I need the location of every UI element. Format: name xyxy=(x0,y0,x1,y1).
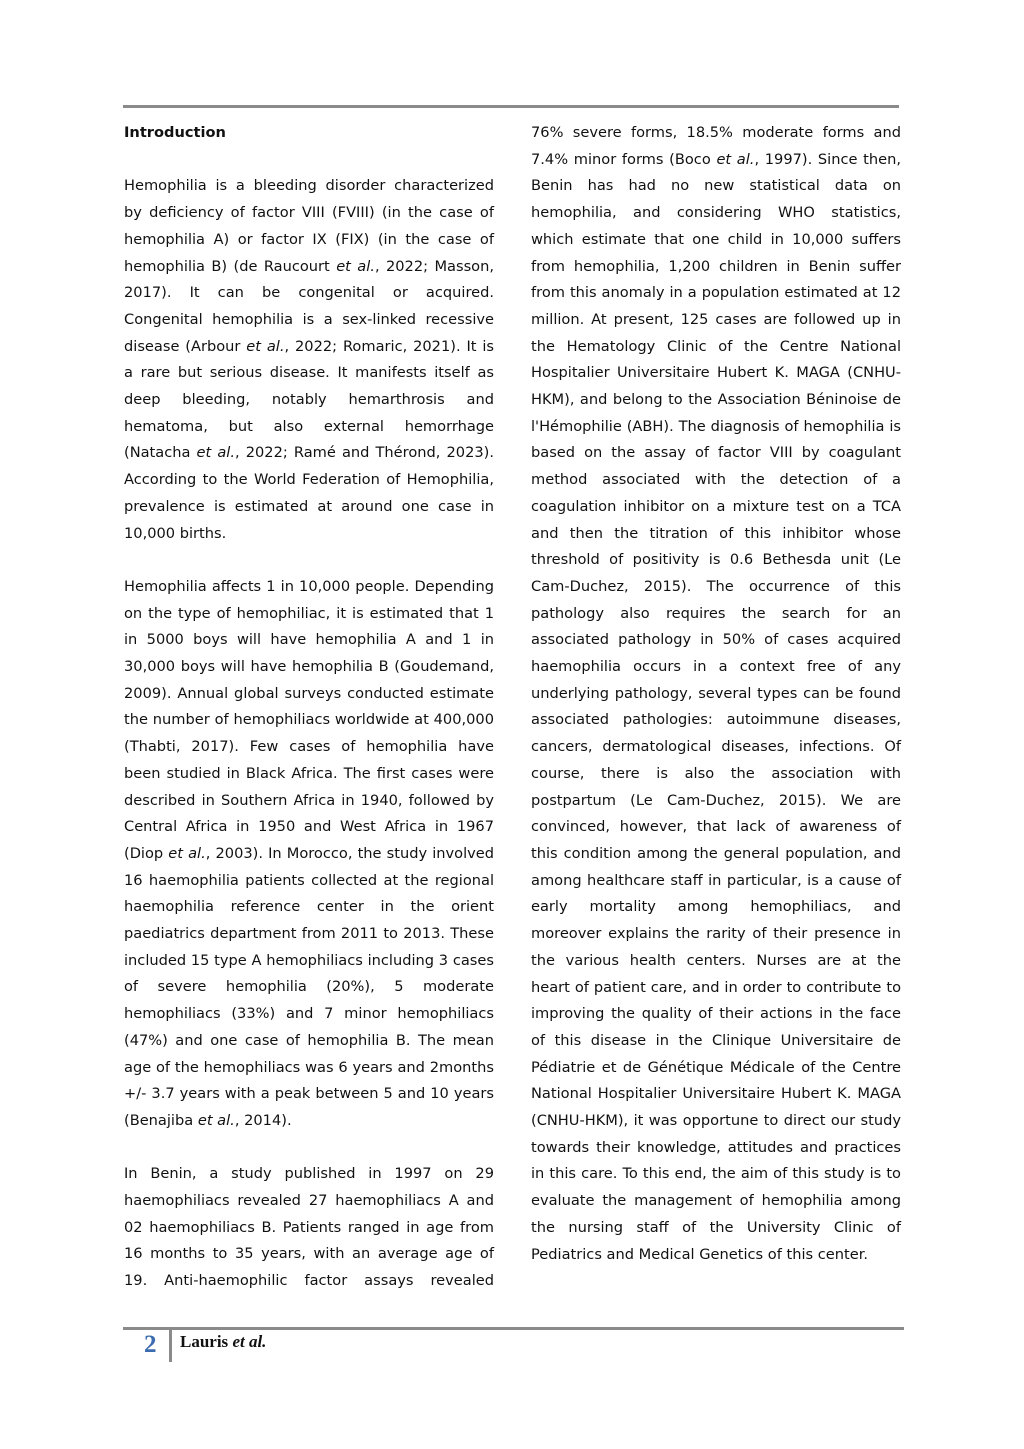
paragraph-left-1: Hemophilia is a bleeding disorder characterized by deficiency of factor VIII (FVIII) (in the case of hemophilia A) or factor IX (FIX) (in the case of hemophilia B) (de Raucourt et al., 2022; Masson, 2017). It can be congenital or acquired. Congenital hemophilia is a sex-linked recessive disease (Arbour et al., 2022; Romaric, 2021). It is a rare but serious disease. It manifests itself as deep bleeding, notably hemarthrosis and hematoma, but also external hemorrhage (Natacha et al., 2022; Ramé and Thérond, 2023). According to the World Federation of Hemophilia, prevalence is estimated at around one case in 10,000 births. xyxy=(124,177,495,542)
citation-et-al: et al. xyxy=(197,1111,235,1129)
citation-et-al: et al. xyxy=(336,257,375,275)
citation-et-al: et al. xyxy=(196,444,235,462)
paragraph-left-2: Hemophilia affects 1 in 10,000 people. Depending on the type of hemophiliac, it is estimated that 1 in 5000 boys will have hemophilia A and 1 in 30,000 boys will have hemophilia B (Goudemand, 2009). Annual global surveys conducted estimate the number of hemophiliacs worldwide at 400,000 (Thabti, 2017). Few cases of hemophilia have been studied in Black Africa. The first cases were described in Southern Africa in 1940, followed by Central Africa in 1950 and West Africa in 1967 (Diop et al., 2003). In Morocco, the study involved 16 haemophilia patients collected at the regional haemophilia reference center in the orient paediatrics department from 2011 to 2013. These included 15 type A hemophiliacs including 3 cases of severe hemophilia (20%), 5 moderate hemophiliacs (33%) and 7 minor hemophiliacs (47%) and one case of hemophilia B. The mean age of the hemophiliacs was 6 years and 2months +/- 3.7 years with a peak between 5 and 10 years (Benajiba et al., 2014). xyxy=(124,577,495,1129)
running-head-author xyxy=(180,1332,266,1352)
paragraph-left-3: In Benin, a study published in 1997 on 29 haemophiliacs revealed 27 haemophiliacs A and 02 haemophiliacs B. Patients ranged in age from 16 months to 35 years, with an average age of 19. Anti-haemophilic factor assays revealed xyxy=(124,1165,494,1290)
citation-et-al: et al. xyxy=(716,150,755,168)
paragraph-right-1: 76% severe forms, 18.5% moderate forms and 7.4% minor forms (Boco et al., 1997). Since then, Benin has had no new statistical data on hemophilia, and considering WHO statistics, which estimate that one child in 10,000 suffers from hemophilia, 1,200 children in Benin suffer from this anomaly in a population estimated at 12 million. At present, 125 cases are followed up in the Hematology Clinic of the Centre National Hospitalier Universitaire Hubert K. MAGA (CNHU-HKM), and belong to the Association Béninoise de l'Hémophilie (ABH). The diagnosis of hemophilia is based on the assay of factor VIII by coagulant method associated with the detection of a coagulation inhibitor on a mixture test on a TCA and then the titration of this inhibitor whose threshold of positivity is 0.6 Bethesda unit (Le Cam-Duchez, 2015). The occurrence of this pathology also requires the search for an associated pathology in 50% of cases acquired haemophilia occurs in a context free of any underlying pathology, several types can be found associated pathologies: autoimmune diseases, cancers, dermatological diseases, infections. Of course, there is also the association with postpartum (Le Cam-Duchez, 2015). We are convinced, however, that lack of awareness of this condition among the general population, and among healthcare staff in particular, is a cause of early mortality among hemophiliacs, and moreover explains the rarity of their presence in the various health centers. Nurses are at the heart of patient care, and in order to contribute to improving the quality of their actions in the face of this disease in the Clinique Universitaire de Pédiatrie et de Génétique Médicale of the Centre National Hospitalier Universitaire Hubert K. MAGA (CNHU-HKM), it was opportune to direct our study towards their knowledge, attitudes and practices in this care. To this end, the aim of this study is to evaluate the management of hemophilia among the nursing staff of the University Clinic of Pediatrics and Medical Genetics of this center. xyxy=(531,124,901,1263)
citation-et-al: et al. xyxy=(168,844,206,862)
footer-rule xyxy=(123,1327,904,1330)
citation-et-al: et al. xyxy=(246,337,285,355)
author-et-al: et al. xyxy=(232,1332,267,1351)
author-name: Lauris xyxy=(180,1332,233,1351)
footer-divider xyxy=(169,1330,172,1362)
right-column xyxy=(531,120,901,1268)
header-rule xyxy=(123,105,899,108)
section-heading: Introduction xyxy=(124,124,226,141)
left-column xyxy=(124,120,494,1295)
page-number: 2 xyxy=(144,1331,157,1358)
